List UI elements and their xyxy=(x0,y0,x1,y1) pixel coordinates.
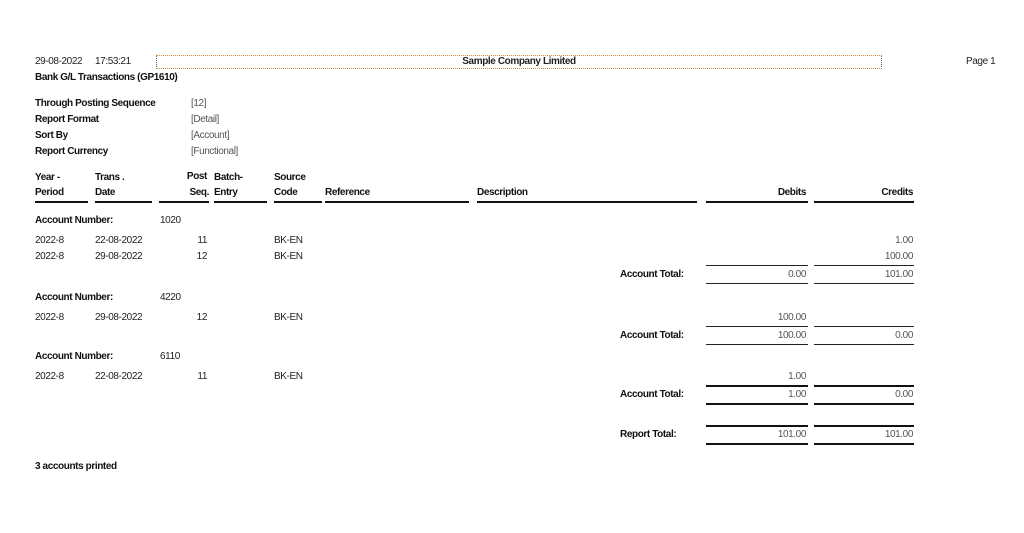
report-total-rule xyxy=(706,425,808,427)
account-total-debit: 0.00 xyxy=(788,269,806,280)
row-period: 2022-8 xyxy=(35,235,64,246)
header-rule xyxy=(814,201,914,203)
header-rule xyxy=(214,201,267,203)
header-rule xyxy=(95,201,152,203)
total-rule xyxy=(814,283,914,284)
account-number-label: Account Number: xyxy=(35,351,113,362)
total-rule xyxy=(706,344,808,345)
param-label: Report Currency xyxy=(35,146,108,157)
total-rule xyxy=(814,326,914,327)
report-title: Bank G/L Transactions (GP1610) xyxy=(35,72,178,83)
param-value: [12] xyxy=(191,98,207,109)
report-total-rule xyxy=(706,443,808,445)
col-trans: Trans . xyxy=(95,172,125,183)
row-source: BK-EN xyxy=(274,312,303,323)
row-period: 2022-8 xyxy=(35,251,64,262)
report-total-debit: 101.00 xyxy=(777,429,806,440)
header-rule xyxy=(706,201,808,203)
col-code: Code xyxy=(274,187,298,198)
account-total-credit: 0.00 xyxy=(895,389,913,400)
total-rule xyxy=(706,403,808,405)
col-entry: Entry xyxy=(214,187,238,198)
col-period: Period xyxy=(35,187,64,198)
row-source: BK-EN xyxy=(274,251,303,262)
row-date: 29-08-2022 xyxy=(95,251,143,262)
col-description: Description xyxy=(477,187,528,198)
footer-count: 3 accounts printed xyxy=(35,461,117,472)
total-rule xyxy=(814,265,914,266)
total-rule xyxy=(706,265,808,266)
row-credit: 1.00 xyxy=(895,235,913,246)
report-total-label: Report Total: xyxy=(620,429,677,440)
account-total-debit: 100.00 xyxy=(777,330,806,341)
col-seq: Seq. xyxy=(189,187,209,198)
account-total-label: Account Total: xyxy=(620,330,684,341)
row-seq: 11 xyxy=(197,235,207,246)
row-seq: 12 xyxy=(196,312,207,323)
header-rule xyxy=(325,201,469,203)
col-credits: Credits xyxy=(881,187,913,198)
param-value: [Detail] xyxy=(191,114,219,125)
report-total-rule xyxy=(814,443,914,445)
header-rule xyxy=(274,201,322,203)
total-rule xyxy=(706,283,808,284)
param-value: [Account] xyxy=(191,130,230,141)
header-rule xyxy=(477,201,697,203)
total-rule xyxy=(814,403,914,405)
col-date: Date xyxy=(95,187,116,198)
header-rule xyxy=(159,201,209,203)
row-seq: 11 xyxy=(197,371,207,382)
row-debit: 100.00 xyxy=(777,312,806,323)
param-label: Through Posting Sequence xyxy=(35,98,156,109)
param-value: [Functional] xyxy=(191,146,238,157)
account-total-label: Account Total: xyxy=(620,269,684,280)
report-total-rule xyxy=(814,425,914,427)
col-source: Source xyxy=(274,172,306,183)
row-seq: 12 xyxy=(196,251,207,262)
row-source: BK-EN xyxy=(274,371,303,382)
total-rule xyxy=(814,385,914,387)
row-date: 22-08-2022 xyxy=(95,235,143,246)
row-date: 29-08-2022 xyxy=(95,312,143,323)
page-number: Page 1 xyxy=(966,56,996,67)
account-total-label: Account Total: xyxy=(620,389,684,400)
account-number-label: Account Number: xyxy=(35,215,113,226)
total-rule xyxy=(706,385,808,387)
row-debit: 1.00 xyxy=(788,371,806,382)
row-source: BK-EN xyxy=(274,235,303,246)
param-label: Sort By xyxy=(35,130,68,141)
account-number-label: Account Number: xyxy=(35,292,113,303)
row-credit: 100.00 xyxy=(884,251,913,262)
col-year: Year - xyxy=(35,172,60,183)
param-label: Report Format xyxy=(35,114,99,125)
total-rule xyxy=(706,326,808,327)
account-total-credit: 101.00 xyxy=(884,269,913,280)
account-total-credit: 0.00 xyxy=(895,330,913,341)
print-time: 17:53:21 xyxy=(95,56,131,67)
row-period: 2022-8 xyxy=(35,312,64,323)
print-date: 29-08-2022 xyxy=(35,56,83,67)
col-post: Post xyxy=(186,171,207,182)
account-number: 1020 xyxy=(160,215,181,226)
header-rule xyxy=(35,201,88,203)
total-rule xyxy=(814,344,914,345)
report-total-credit: 101.00 xyxy=(884,429,913,440)
col-batch: Batch- xyxy=(214,172,243,183)
row-period: 2022-8 xyxy=(35,371,64,382)
company-name: Sample Company Limited xyxy=(156,55,882,69)
col-reference: Reference xyxy=(325,187,370,198)
col-debits: Debits xyxy=(777,187,806,198)
account-number: 4220 xyxy=(160,292,181,303)
account-number: 6110 xyxy=(160,351,180,362)
row-date: 22-08-2022 xyxy=(95,371,143,382)
account-total-debit: 1.00 xyxy=(788,389,806,400)
